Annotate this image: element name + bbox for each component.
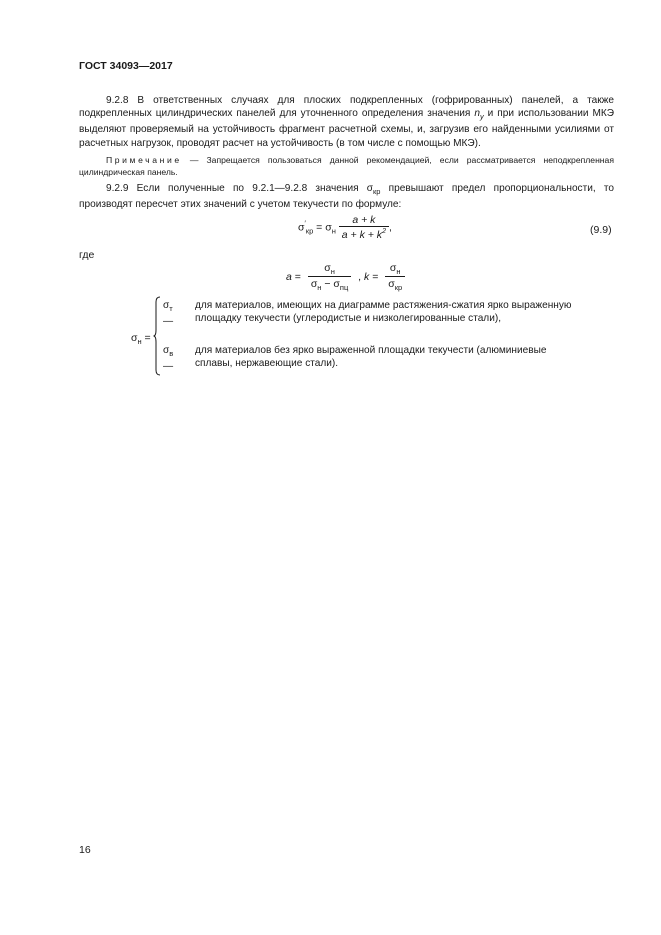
- curly-brace-icon: [153, 296, 161, 376]
- fk-k-symbol: k: [364, 270, 370, 283]
- case2-sub: в: [169, 349, 174, 358]
- ny-subscript: y: [479, 112, 484, 122]
- fa-den-sigma2: σ: [333, 278, 340, 290]
- f99-lhs-sigma: σ: [298, 221, 305, 234]
- case2-sigma: σ: [163, 345, 170, 356]
- fk-num-sub: н: [396, 267, 401, 276]
- paragraph-9-2-8: [79, 94, 614, 150]
- formula-9-9: [298, 214, 392, 241]
- fk-denominator: [385, 276, 405, 292]
- note-text: — Запрещается пользоваться данной рекомендацией, если рассматривается неподкрепленная цилиндрическая панель.: [79, 155, 614, 177]
- case1-text: для материалов, имеющих на диаграмме растяжения-сжатия ярко выраженную площадку текучести (углеродистые и низколегированные стали),: [195, 300, 572, 325]
- case1-sub: т: [169, 304, 173, 313]
- p928-text-before: 9.2.8 В ответственных случаях для плоских подкрепленных (гофрированных) панелей, а также подкрепленных цилиндрических панелей для уточненного определения значения: [79, 95, 614, 120]
- sn-sigma: σ: [131, 332, 138, 344]
- f99-rhs-sub: н: [331, 226, 336, 236]
- p929-text-before: 9.2.9 Если полученные по 9.2.1—9.2.8 значения: [106, 183, 367, 194]
- sn-sub: н: [137, 337, 142, 346]
- equation-number: (9.9): [590, 224, 612, 236]
- fk-den-sub: кр: [394, 283, 403, 292]
- paragraph-9-2-9: [79, 182, 614, 211]
- fa-denominator: [308, 276, 351, 292]
- fa-num-sub: н: [330, 267, 335, 276]
- fa-eq: =: [291, 270, 304, 283]
- fk-den-sigma: σ: [388, 278, 395, 290]
- f99-den-base: a + k + k: [341, 229, 383, 241]
- fk-num-sigma: σ: [389, 262, 397, 274]
- sigma-n-lhs: [131, 332, 151, 346]
- fa-den-sub2: пц: [339, 283, 349, 292]
- where-label: где: [79, 249, 95, 261]
- fa-fraction: [308, 262, 351, 292]
- f99-trailing: ,: [388, 221, 392, 234]
- ny-symbol: n: [474, 108, 480, 120]
- case1-symbol: [163, 299, 173, 328]
- note-block: [79, 155, 614, 178]
- sigma-symbol: σ: [366, 183, 374, 194]
- fa-separator: ,: [355, 270, 365, 283]
- f99-rhs-sigma: σ: [325, 221, 332, 234]
- document-header: ГОСТ 34093—2017: [79, 60, 173, 72]
- fa-den-minus: −: [321, 278, 334, 290]
- f99-numerator: a + k: [352, 214, 376, 226]
- fa-den-sigma1: σ: [310, 278, 318, 290]
- sigma-kr-subscript: кр: [373, 187, 381, 196]
- sn-eq: =: [141, 332, 151, 344]
- fk-fraction: [385, 262, 405, 292]
- f99-lhs-prime: ′: [304, 220, 306, 228]
- case1-sigma: σ: [163, 300, 170, 311]
- fk-numerator: [385, 262, 405, 276]
- f99-eq: =: [313, 221, 326, 234]
- p928-text-after: и при использовании МКЭ выделяют проверяемый на устойчивость фрагмент расчетной схемы, и, загрузив его найденными усилиями от расчетных нагрузок, проводят расчет на устойчивость (в том числе с помощью МКЭ).: [79, 108, 614, 149]
- p929-text-after: превышают предел пропорциональности, то производят пересчет этих значений с учетом текучести по формуле:: [79, 183, 614, 211]
- f99-den-exp: 2: [382, 228, 386, 235]
- fa-num-sigma: σ: [324, 262, 331, 274]
- f99-fraction: [339, 214, 389, 241]
- f99-lhs-sub: кр: [305, 226, 314, 236]
- formula-a-k: [286, 262, 409, 292]
- fa-numerator: [308, 262, 351, 276]
- note-label: Примечание: [106, 155, 182, 165]
- case1-dash: —: [163, 316, 174, 328]
- case2-text: для материалов без ярко выраженной площадки текучести (алюминиевые сплавы, нержавеющие стали).: [195, 345, 547, 370]
- f99-denominator: [339, 226, 389, 241]
- page-number: 16: [79, 844, 91, 856]
- case2-symbol: [163, 344, 173, 373]
- fa-a-symbol: a: [286, 270, 292, 283]
- case2-dash: —: [163, 361, 174, 373]
- fa-den-sub1: н: [317, 283, 322, 292]
- fk-eq: =: [369, 270, 382, 283]
